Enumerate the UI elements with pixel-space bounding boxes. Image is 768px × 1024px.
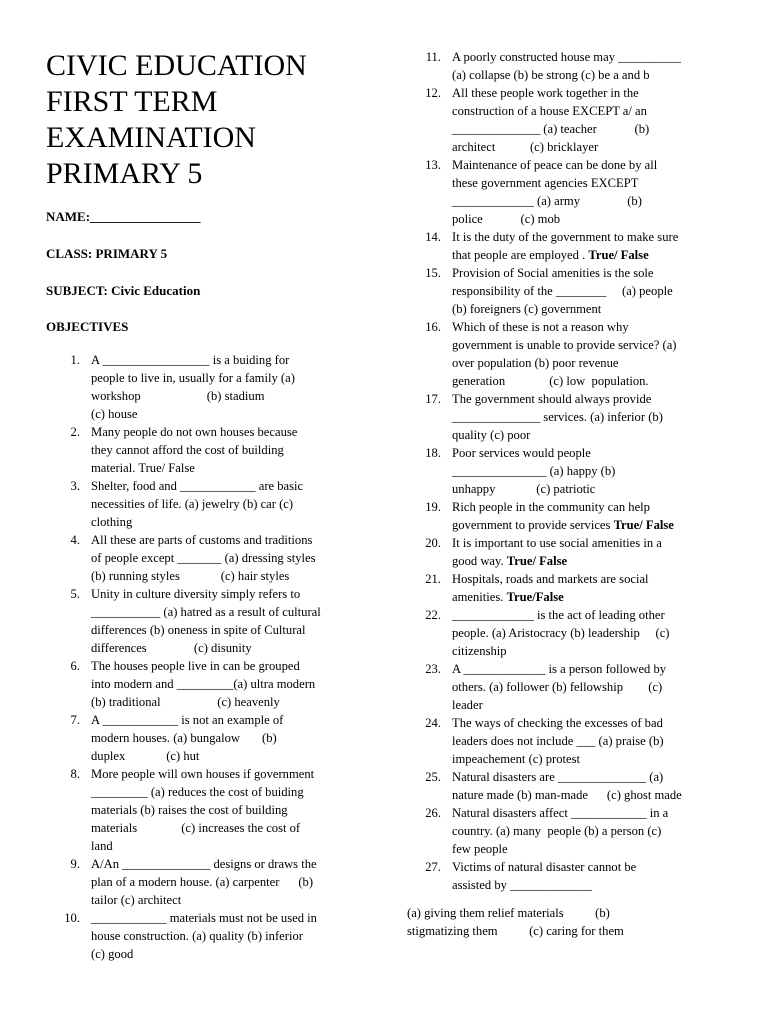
question-number: 24.	[425, 716, 441, 730]
question-line: these government agencies EXCEPT	[452, 176, 639, 190]
question-text	[91, 531, 358, 585]
question-number: 12.	[425, 86, 441, 100]
true-false-option: True/ False	[588, 248, 649, 262]
question-line: A _____________ is a person followed by	[452, 662, 667, 676]
class-label: CLASS: PRIMARY 5	[46, 246, 168, 261]
true-false-option: True/ False	[613, 518, 674, 532]
question-text	[91, 711, 358, 765]
question-item	[46, 585, 358, 657]
question-line: All these are parts of customs and traditions	[91, 533, 313, 547]
question-text	[452, 858, 725, 894]
question-text	[91, 423, 358, 477]
question-item	[46, 765, 358, 855]
question-text	[452, 390, 725, 444]
question-line: A _________________ is a buiding for	[91, 353, 290, 367]
question-item	[46, 711, 358, 765]
question-line: Natural disasters are ______________ (a)	[452, 770, 664, 784]
question-number: 2.	[70, 425, 80, 439]
question-line: into modern and _________(a) ultra modern	[91, 677, 316, 691]
question-number: 15.	[425, 266, 441, 280]
question-line: Provision of Social amenities is the sole	[452, 266, 654, 280]
question-line: _______________ (a) happy (b)	[452, 464, 616, 478]
question-line: ______________ services. (a) inferior (b)	[452, 410, 663, 424]
question-number: 25.	[425, 770, 441, 784]
question-line: (a) collapse (b) be strong (c) be a and b	[452, 68, 650, 82]
question-number: 6.	[70, 659, 80, 673]
question-item	[407, 390, 725, 444]
question-text	[452, 48, 725, 84]
title-line: EXAMINATION	[46, 121, 256, 154]
question-line: people to live in, usually for a family (a)	[91, 371, 295, 385]
question-text	[452, 660, 725, 714]
question-text	[91, 855, 358, 909]
question-line: of people except _______ (a) dressing styles	[91, 551, 316, 565]
question-line: materials (b) raises the cost of building	[91, 803, 288, 817]
question-line: people. (a) Aristocracy (b) leadership (c)	[452, 626, 670, 640]
question-line: It is important to use social amenities in a	[452, 536, 662, 550]
question-item	[407, 606, 725, 660]
question-text	[452, 84, 725, 156]
question-line: A ____________ is not an example of	[91, 713, 284, 727]
question-list-right	[407, 48, 725, 894]
question-text	[452, 606, 725, 660]
question-line: unhappy (c) patriotic	[452, 482, 596, 496]
question-line: ____________ materials must not be used in	[91, 911, 317, 925]
question-line: assisted by _____________	[452, 878, 592, 892]
question-line: ______________ (a) teacher (b)	[452, 122, 650, 136]
question-item	[46, 855, 358, 909]
name-field-label: NAME:_________________	[46, 209, 201, 224]
question-number: 1.	[70, 353, 80, 367]
question-number: 14.	[425, 230, 441, 244]
question-line: The ways of checking the excesses of bad	[452, 716, 663, 730]
question-line: Which of these is not a reason why	[452, 320, 629, 334]
question-text	[91, 657, 358, 711]
question-text	[452, 570, 725, 606]
subject-label: SUBJECT: Civic Education	[46, 283, 201, 298]
question-text	[91, 351, 358, 423]
question-line: they cannot afford the cost of building	[91, 443, 284, 457]
question-line: Hospitals, roads and markets are social	[452, 572, 649, 586]
question-line: citizenship	[452, 644, 507, 658]
question-text	[452, 804, 725, 858]
question-line: materials (c) increases the cost of	[91, 821, 301, 835]
question-number: 18.	[425, 446, 441, 460]
question-line: Shelter, food and ____________ are basic	[91, 479, 304, 493]
question-line: _________ (a) reduces the cost of buiding	[91, 785, 304, 799]
question-item	[407, 660, 725, 714]
question-line: modern houses. (a) bungalow (b)	[91, 731, 277, 745]
question-line: few people	[452, 842, 508, 856]
question-line: tailor (c) architect	[91, 893, 182, 907]
question-text	[452, 768, 725, 804]
question-line: police (c) mob	[452, 212, 561, 226]
question-item	[46, 423, 358, 477]
question-text	[452, 534, 725, 570]
question-line: (b) running styles (c) hair styles	[91, 569, 290, 583]
question-line: (c) good	[91, 947, 134, 961]
question-line: (c) house	[91, 407, 138, 421]
question-number: 17.	[425, 392, 441, 406]
question-line: others. (a) follower (b) fellowship (c)	[452, 680, 663, 694]
question-item	[407, 804, 725, 858]
question-line: Natural disasters affect ____________ in a	[452, 806, 669, 820]
question-number: 9.	[70, 857, 80, 871]
question-list-left	[46, 351, 358, 963]
question-line: quality (c) poor	[452, 428, 531, 442]
question-line: generation (c) low population.	[452, 374, 649, 388]
question-item	[46, 657, 358, 711]
question-number: 23.	[425, 662, 441, 676]
question-number: 22.	[425, 608, 441, 622]
question-line: workshop (b) stadium	[91, 389, 265, 403]
question-item	[46, 909, 358, 963]
question-line: responsibility of the ________ (a) people	[452, 284, 673, 298]
question-item	[407, 498, 725, 534]
question-line: over population (b) poor revenue	[452, 356, 619, 370]
title-line: PRIMARY 5	[46, 157, 203, 190]
question-item	[407, 84, 725, 156]
question-item	[407, 534, 725, 570]
question-line: architect (c) bricklayer	[452, 140, 599, 154]
question-number: 26.	[425, 806, 441, 820]
question-line: country. (a) many people (b) a person (c)	[452, 824, 662, 838]
question-line: clothing	[91, 515, 133, 529]
question-text	[452, 318, 725, 390]
true-false-option: True/ False	[506, 554, 568, 568]
question-number: 8.	[70, 767, 80, 781]
question-line: ___________ (a) hatred as a result of cultural	[91, 605, 321, 619]
question-number: 7.	[70, 713, 80, 727]
question-line: leader	[452, 698, 483, 712]
question-item	[407, 858, 725, 894]
question-item	[407, 318, 725, 390]
question-line: impeachement (c) protest	[452, 752, 580, 766]
question-item	[407, 444, 725, 498]
question-27-options: (a) giving them relief materials (b) stigmatizing them (c) caring for them	[407, 906, 624, 938]
question-line: _____________ is the act of leading other	[452, 608, 665, 622]
question-item	[46, 351, 358, 423]
question-line: amenities.	[452, 590, 507, 604]
question-number: 4.	[70, 533, 80, 547]
question-line: plan of a modern house. (a) carpenter (b)	[91, 875, 314, 889]
question-text	[91, 585, 358, 657]
question-text	[452, 228, 725, 264]
question-line: (b) traditional (c) heavenly	[91, 695, 280, 709]
question-line: good way.	[452, 554, 507, 568]
question-line: (b) foreigners (c) government	[452, 302, 602, 316]
question-line: A poorly constructed house may __________	[452, 50, 682, 64]
question-number: 19.	[425, 500, 441, 514]
question-line: construction of a house EXCEPT a/ an	[452, 104, 647, 118]
question-line: Poor services would people	[452, 446, 591, 460]
question-number: 13.	[425, 158, 441, 172]
question-line: duplex (c) hut	[91, 749, 200, 763]
question-text	[91, 765, 358, 855]
objectives-heading: OBJECTIVES	[46, 319, 129, 334]
question-item	[407, 768, 725, 804]
question-number: 5.	[70, 587, 80, 601]
question-line: Unity in culture diversity simply refers to	[91, 587, 301, 601]
question-item	[407, 264, 725, 318]
question-line: It is the duty of the government to make sure	[452, 230, 679, 244]
question-line: Many people do not own houses because	[91, 425, 298, 439]
question-item	[407, 570, 725, 606]
question-line: that people are employed .	[452, 248, 589, 262]
question-item	[407, 156, 725, 228]
question-line: Maintenance of peace can be done by all	[452, 158, 658, 172]
question-item	[407, 714, 725, 768]
question-text	[452, 156, 725, 228]
question-number: 16.	[425, 320, 441, 334]
exam-title	[46, 48, 376, 192]
question-item	[407, 48, 725, 84]
question-line: A/An ______________ designs or draws the	[91, 857, 317, 871]
question-line: government is unable to provide service? (a)	[452, 338, 677, 352]
question-line: _____________ (a) army (b)	[452, 194, 642, 208]
question-line: More people will own houses if government	[91, 767, 315, 781]
question-text	[452, 714, 725, 768]
question-item	[46, 477, 358, 531]
question-line: differences (c) disunity	[91, 641, 252, 655]
question-line: Victims of natural disaster cannot be	[452, 860, 637, 874]
question-line: Rich people in the community can help	[452, 500, 650, 514]
question-line: leaders does not include ___ (a) praise (b)	[452, 734, 664, 748]
question-number: 10.	[64, 911, 80, 925]
question-text	[91, 909, 358, 963]
question-line: differences (b) oneness in spite of Cultural	[91, 623, 306, 637]
question-line: The government should always provide	[452, 392, 652, 406]
question-text	[91, 477, 358, 531]
question-item	[407, 228, 725, 264]
question-number: 11.	[425, 50, 441, 64]
question-line: material. True/ False	[91, 461, 195, 475]
question-number: 21.	[425, 572, 441, 586]
question-text	[452, 444, 725, 498]
question-line: necessities of life. (a) jewelry (b) car (c)	[91, 497, 294, 511]
question-line: house construction. (a) quality (b) inferior	[91, 929, 303, 943]
question-number: 3.	[70, 479, 80, 493]
question-text	[452, 264, 725, 318]
question-line: The houses people live in can be grouped	[91, 659, 300, 673]
question-number: 20.	[425, 536, 441, 550]
question-number: 27.	[425, 860, 441, 874]
question-line: land	[91, 839, 113, 853]
title-line: CIVIC EDUCATION	[46, 49, 307, 82]
question-item	[46, 531, 358, 585]
title-line: FIRST TERM	[46, 85, 218, 118]
question-line: nature made (b) man-made (c) ghost made	[452, 788, 682, 802]
true-false-option: True/False	[506, 590, 564, 604]
question-line: All these people work together in the	[452, 86, 639, 100]
question-line: government to provide services	[452, 518, 614, 532]
question-text	[452, 498, 725, 534]
